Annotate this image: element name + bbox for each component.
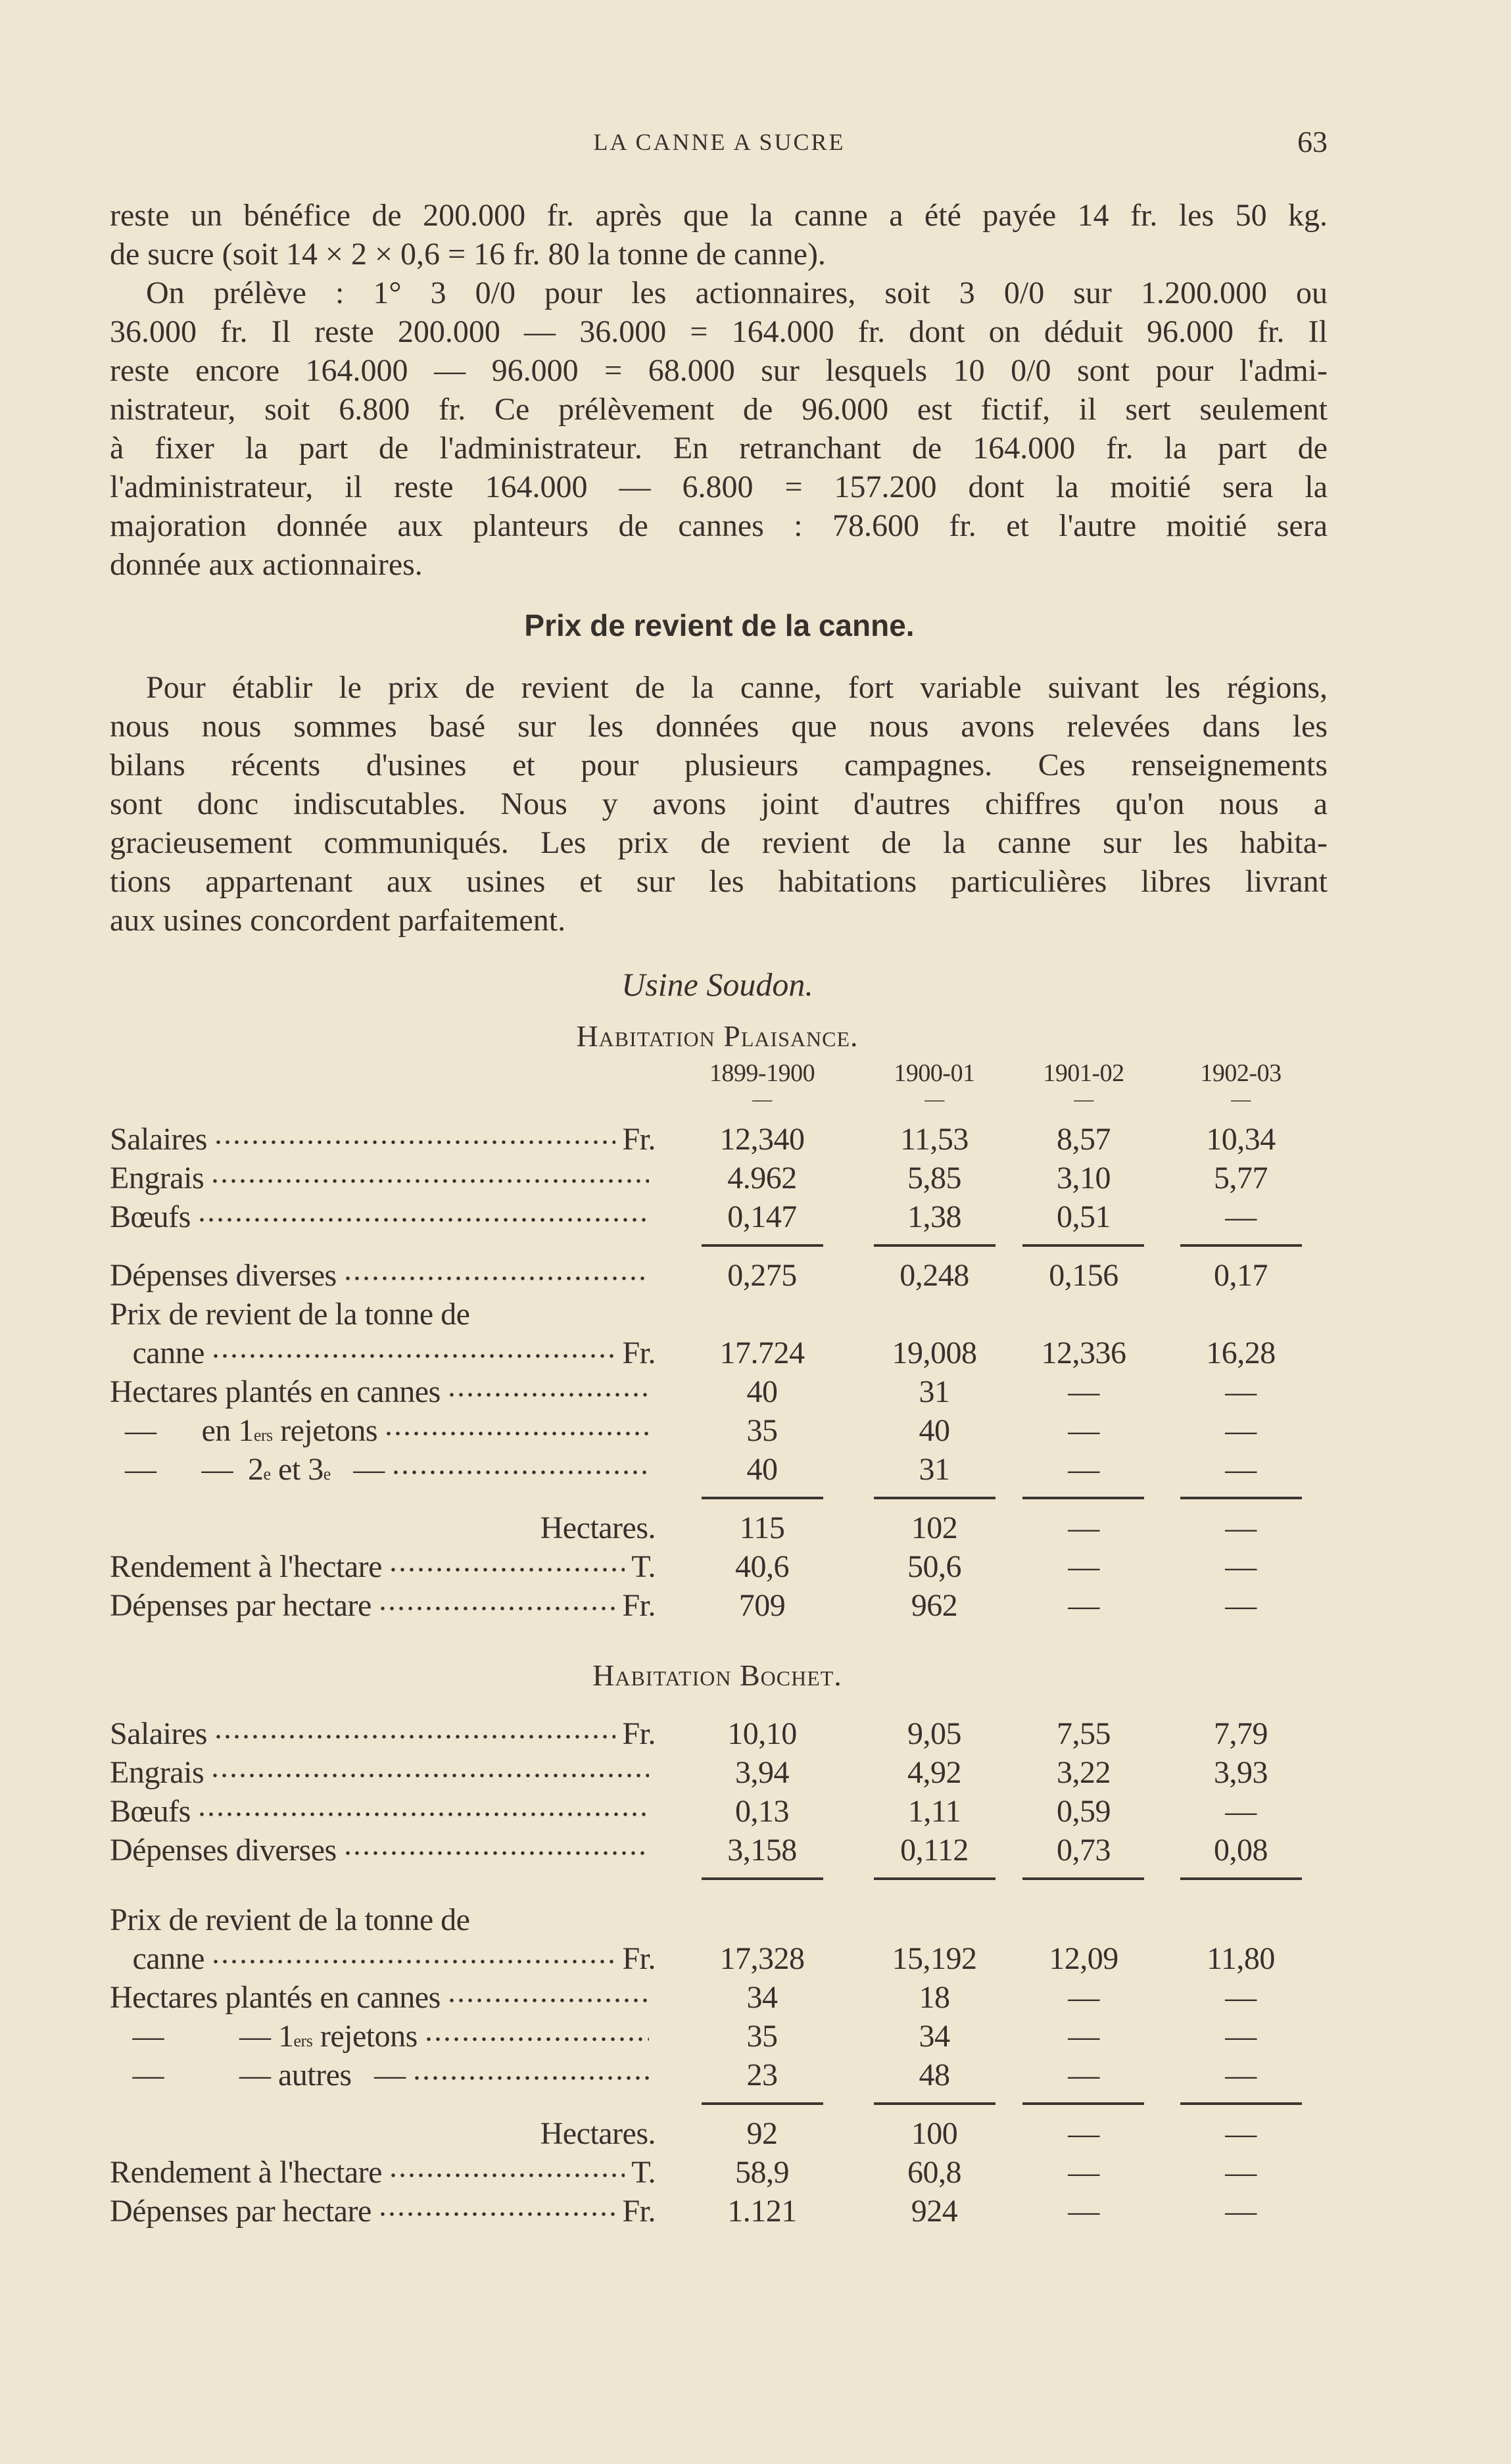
value-cell: — [1225, 1510, 1257, 1545]
sum-rule [1022, 1497, 1144, 1499]
dot-leader [412, 2059, 649, 2085]
year-dash: — [752, 1088, 772, 1110]
sum-rule [1180, 2102, 1302, 2105]
year-dash: — [1231, 1088, 1251, 1110]
unit-label: Fr. [622, 1588, 656, 1623]
table-row [110, 1792, 1328, 1831]
value-cell: 40 [746, 1374, 778, 1409]
value-cell: 9,05 [907, 1716, 961, 1751]
value-cell: — [1225, 2194, 1257, 2229]
sum-rule [702, 1497, 823, 1499]
value-cell: — [1225, 2019, 1257, 2054]
unit-label: Fr. [622, 1122, 656, 1157]
value-cell: 12,336 [1041, 1336, 1126, 1370]
value-cell: 48 [919, 2058, 950, 2092]
value-cell: — [1068, 2058, 1099, 2092]
label-text: — — autres — [110, 2058, 406, 2092]
table-row [110, 1197, 1328, 1236]
sum-rule [702, 1244, 823, 1247]
sum-rule [874, 2102, 995, 2105]
value-cell: 3,158 [727, 1833, 797, 1868]
year-dash-row [110, 1090, 1328, 1120]
value-cell: 709 [738, 1588, 786, 1623]
value-cell: — [1225, 1588, 1257, 1623]
unit-label: Fr. [622, 2194, 656, 2229]
row-label [110, 2056, 656, 2094]
value-cell: 0,248 [899, 1258, 969, 1293]
label-text: et 3 [270, 1452, 324, 1487]
value-cell: 3,22 [1057, 1755, 1111, 1790]
label-text: Hectares plantés en cannes [110, 1374, 441, 1409]
label-text: — — 2 [110, 1452, 264, 1487]
text-line: Pour établir le prix de revient de la canne, fort variable suivant les régions, [146, 670, 1328, 705]
value-cell: 15,192 [892, 1941, 977, 1976]
label-text: Dépenses par hectare [110, 2194, 372, 2229]
table-row [110, 1295, 1328, 1334]
text-line: l'administrateur, il reste 164.000 — 6.800 = 157.200 dont la moitié sera la [110, 470, 1328, 504]
paragraph-cost-method [110, 668, 1328, 940]
text-line: sont donc indiscutables. Nous y avons joint d'autres chiffres qu'on nous a [110, 786, 1328, 821]
value-cell: 31 [919, 1452, 950, 1487]
text-line: majoration donnée aux planteurs de cannes : 78.600 fr. et l'autre moitié sera [110, 508, 1328, 543]
row-label [110, 1159, 656, 1197]
text-line: donnée aux actionnaires. [110, 547, 423, 582]
value-cell: 3,10 [1057, 1161, 1111, 1196]
sum-rule [1180, 1497, 1302, 1499]
table-row [110, 1411, 1328, 1450]
row-label [110, 1256, 656, 1295]
row-label [110, 1372, 656, 1411]
dot-leader [391, 1453, 649, 1480]
dot-leader [214, 1123, 616, 1149]
running-title: LA CANNE A SUCRE [593, 129, 846, 155]
text-line: de sucre (soit 14 × 2 × 0,6 = 16 fr. 80 la tonne de canne). [110, 237, 826, 272]
value-cell: 7,79 [1214, 1716, 1268, 1751]
sum-rule [1180, 1244, 1302, 1247]
page-number: 63 [1297, 125, 1328, 158]
row-label: — — 2 e et 3 e — [110, 1450, 656, 1489]
row-label [110, 2114, 656, 2153]
unit-label: T. [631, 2155, 656, 2190]
value-cell: 0,08 [1214, 1833, 1268, 1868]
table-row [110, 1753, 1328, 1792]
unit-label: Fr. [622, 1716, 656, 1751]
value-cell: 23 [746, 2058, 778, 2092]
value-cell: 102 [911, 1510, 958, 1545]
running-head [0, 124, 1511, 160]
value-cell: 50,6 [907, 1549, 961, 1584]
text-line: On prélève : 1° 3 0/0 pour les actionnaires, soit 3 0/0 sur 1.200.000 ou [146, 276, 1328, 310]
label-text: Dépenses diverses [110, 1833, 337, 1868]
value-cell: 5,77 [1214, 1161, 1268, 1196]
dot-leader [389, 2156, 625, 2183]
table-row [110, 2192, 1328, 2231]
label-text: Dépenses diverses [110, 1258, 337, 1293]
row-label [110, 1120, 656, 1159]
label-text: Hectares. [540, 1510, 656, 1545]
value-cell: — [1225, 2058, 1257, 2092]
section-heading: Prix de revient de la canne. [524, 608, 915, 642]
column-rules [110, 2094, 1328, 2114]
dot-leader [424, 2020, 649, 2046]
table-title: Habitation Plaisance. [576, 1019, 859, 1053]
value-cell: — [1068, 1452, 1099, 1487]
row-label [110, 1753, 656, 1792]
table-row [110, 1256, 1328, 1295]
table-row [110, 1120, 1328, 1159]
table-title: Habitation Bochet. [592, 1658, 842, 1692]
text-line: à fixer la part de l'administrateur. En retranchant de 164.000 fr. la part de [110, 431, 1328, 466]
label-text: rejetons [312, 2019, 418, 2054]
value-cell: 0,73 [1057, 1833, 1111, 1868]
value-cell: 0,13 [735, 1794, 789, 1829]
sum-rule [702, 1877, 823, 1880]
row-label [110, 1547, 656, 1586]
row-label [110, 1586, 656, 1625]
table-row [110, 1586, 1328, 1625]
table-row [110, 2056, 1328, 2094]
value-cell: 0,17 [1214, 1258, 1268, 1293]
text-line: reste encore 164.000 — 96.000 = 68.000 sur lesquels 10 0/0 sont pour l'admi- [110, 353, 1328, 388]
text-line: reste un bénéfice de 200.000 fr. après que la canne a été payée 14 fr. les 50 kg. [110, 198, 1328, 233]
column-rules [110, 1489, 1328, 1509]
dot-leader [343, 1259, 649, 1286]
dot-leader [447, 1376, 649, 1402]
label-text: Salaires [110, 1716, 207, 1751]
value-cell: 16,28 [1206, 1336, 1276, 1370]
row-label [110, 1197, 656, 1236]
value-cell: 0,59 [1057, 1794, 1111, 1829]
value-cell: — [1225, 1374, 1257, 1409]
year-dash: — [1074, 1088, 1093, 1110]
label-text: canne [110, 1336, 204, 1370]
value-cell: 1,38 [907, 1199, 961, 1234]
value-cell: 0,112 [900, 1833, 969, 1868]
dot-leader [343, 1834, 649, 1860]
value-cell: — [1068, 1413, 1099, 1448]
value-cell: 10,10 [727, 1716, 797, 1751]
dot-leader [197, 1201, 649, 1227]
label-text: rejetons [272, 1413, 378, 1448]
value-cell: 924 [911, 2194, 958, 2229]
value-cell: 12,09 [1049, 1941, 1118, 1976]
table-row [110, 1831, 1328, 1870]
year-header: 1901-02 [1043, 1059, 1124, 1087]
value-cell: — [1068, 2116, 1099, 2151]
label-text: canne [110, 1941, 204, 1976]
value-cell: 35 [746, 2019, 778, 2054]
value-cell: 34 [746, 1980, 778, 2015]
row-label [110, 1509, 656, 1547]
value-cell: 60,8 [907, 2155, 961, 2190]
table-row [110, 1159, 1328, 1197]
table-row [110, 1334, 1328, 1372]
value-cell: — [1068, 2194, 1099, 2229]
dot-leader [389, 1551, 625, 1577]
table-habitation-plaisance [110, 1017, 1328, 1625]
dot-leader [211, 1943, 616, 1969]
value-cell: 12,340 [719, 1122, 805, 1157]
sum-rule [1022, 1244, 1144, 1247]
text-line: nistrateur, soit 6.800 fr. Ce prélèvement de 96.000 est fictif, il sert seulement [110, 392, 1328, 427]
paragraph-profit-distribution [110, 196, 1328, 584]
value-cell: 3,94 [735, 1755, 789, 1790]
value-cell: 3,93 [1214, 1755, 1268, 1790]
row-label: — en 1 ers rejetons [110, 1411, 656, 1450]
table-row [110, 2153, 1328, 2192]
value-cell: — [1225, 1452, 1257, 1487]
value-cell: — [1225, 1794, 1257, 1829]
unit-label: Fr. [622, 1336, 656, 1370]
value-cell: — [1225, 2155, 1257, 2190]
table-row [110, 1509, 1328, 1547]
value-cell: 962 [911, 1588, 958, 1623]
text-line: gracieusement communiqués. Les prix de revient de la canne sur les habita- [110, 825, 1328, 860]
value-cell: 8,57 [1057, 1122, 1111, 1157]
table-row [110, 1714, 1328, 1753]
label-text: Prix de revient de la tonne de [110, 1297, 470, 1332]
column-rules [110, 1870, 1328, 1900]
value-cell: 40 [746, 1452, 778, 1487]
row-label [110, 1900, 649, 1939]
dot-leader [210, 1756, 649, 1783]
row-label [110, 1792, 656, 1831]
sum-rule [874, 1244, 995, 1247]
value-cell: 40 [919, 1413, 950, 1448]
table-row [110, 1978, 1328, 2017]
value-cell: 11,80 [1207, 1941, 1275, 1976]
label-text: Rendement à l'hectare [110, 1549, 382, 1584]
label-text: Bœufs [110, 1199, 191, 1234]
sum-rule [1022, 2102, 1144, 2105]
text-line: tions appartenant aux usines et sur les habitations particulières libres livrant [110, 864, 1328, 899]
value-cell: 0,156 [1049, 1258, 1118, 1293]
value-cell: — [1068, 1510, 1099, 1545]
year-header: 1900-01 [894, 1059, 975, 1087]
value-cell: 115 [739, 1510, 785, 1545]
value-cell: — [1225, 1413, 1257, 1448]
value-cell: 7,55 [1057, 1716, 1111, 1751]
unit-label: Fr. [622, 1941, 656, 1976]
dot-leader [384, 1414, 649, 1441]
value-cell: 11,53 [900, 1122, 969, 1157]
dot-leader [210, 1162, 649, 1188]
value-cell: 4.962 [727, 1161, 797, 1196]
dot-leader [197, 1795, 649, 1822]
value-cell: 31 [919, 1374, 950, 1409]
unit-label: T. [631, 1549, 656, 1584]
value-cell: 4,92 [907, 1755, 961, 1790]
value-cell: 40,6 [735, 1549, 789, 1584]
year-dash: — [924, 1088, 944, 1110]
table-row [110, 2017, 1328, 2056]
dot-leader [378, 1589, 616, 1616]
column-rules [110, 1236, 1328, 1256]
value-cell: 19,008 [892, 1336, 977, 1370]
text-line: nous nous sommes basé sur les données que nous avons relevées dans les [110, 709, 1328, 744]
label-text: Prix de revient de la tonne de [110, 1902, 470, 1937]
row-label [110, 1939, 656, 1978]
value-cell: 100 [911, 2116, 958, 2151]
year-header-row [110, 1057, 1328, 1090]
value-cell: 58,9 [735, 2155, 789, 2190]
row-label [110, 2192, 656, 2231]
sum-rule [874, 1497, 995, 1499]
row-label [110, 1978, 656, 2017]
sum-rule [1022, 1877, 1144, 1880]
label-text: — — 1 [110, 2019, 294, 2054]
usine-title: Usine Soudon. [621, 966, 813, 1003]
value-cell: — [1068, 1588, 1099, 1623]
value-cell: 17,328 [719, 1941, 805, 1976]
row-label [110, 1714, 656, 1753]
text-line: 36.000 fr. Il reste 200.000 — 36.000 = 164.000 fr. dont on déduit 96.000 fr. Il [110, 314, 1328, 349]
value-cell: — [1068, 1549, 1099, 1584]
year-header: 1899-1900 [709, 1059, 815, 1087]
value-cell: 1.121 [727, 2194, 797, 2229]
value-cell: 92 [746, 2116, 778, 2151]
value-cell: 0,147 [727, 1199, 797, 1234]
value-cell: 0,51 [1057, 1199, 1111, 1234]
table-row [110, 1372, 1328, 1411]
label-text: Engrais [110, 1161, 204, 1196]
text-line: bilans récents d'usines et pour plusieurs campagnes. Ces renseignements [110, 748, 1328, 783]
sum-rule [702, 2102, 823, 2105]
row-label [110, 1334, 656, 1372]
table-row [110, 1900, 1328, 1939]
label-text: Salaires [110, 1122, 207, 1157]
value-cell: — [1225, 1980, 1257, 2015]
year-header: 1902-03 [1200, 1059, 1282, 1087]
value-cell: — [1068, 2155, 1099, 2190]
value-cell: 17.724 [719, 1336, 805, 1370]
table-row [110, 1547, 1328, 1586]
value-cell: 1,11 [907, 1794, 961, 1829]
value-cell: 35 [746, 1413, 778, 1448]
row-label [110, 2153, 656, 2192]
value-cell: — [1225, 1549, 1257, 1584]
row-label: — — 1 ers rejetons [110, 2017, 656, 2056]
label-text: Hectares plantés en cannes [110, 1980, 441, 2015]
table-habitation-bochet [110, 1656, 1328, 2231]
value-cell: — [1225, 1199, 1257, 1234]
label-text: Bœufs [110, 1794, 191, 1829]
value-cell: 18 [919, 1980, 950, 2015]
dot-leader [211, 1337, 616, 1363]
label-text: Engrais [110, 1755, 204, 1790]
value-cell: — [1068, 1980, 1099, 2015]
value-cell: — [1068, 1374, 1099, 1409]
row-label [110, 1295, 649, 1334]
value-cell: — [1225, 2116, 1257, 2151]
text-line: aux usines concordent parfaitement. [110, 903, 566, 938]
value-cell: 10,34 [1206, 1122, 1276, 1157]
sum-rule [1180, 1877, 1302, 1880]
value-cell: — [1068, 2019, 1099, 2054]
label-text: — [330, 1452, 385, 1487]
table-row [110, 2114, 1328, 2153]
dot-leader [378, 2195, 616, 2221]
table-row [110, 1939, 1328, 1978]
label-text: Dépenses par hectare [110, 1588, 372, 1623]
value-cell: 0,275 [727, 1258, 797, 1293]
value-cell: 34 [919, 2019, 950, 2054]
sum-rule [874, 1877, 995, 1880]
label-text: — en 1 [110, 1413, 254, 1448]
label-text: Rendement à l'hectare [110, 2155, 382, 2190]
row-label [110, 1831, 656, 1870]
value-cell: 5,85 [907, 1161, 961, 1196]
table-row [110, 1450, 1328, 1489]
dot-leader [214, 1718, 616, 1744]
dot-leader [447, 1981, 649, 2008]
label-text: Hectares. [540, 2116, 656, 2151]
